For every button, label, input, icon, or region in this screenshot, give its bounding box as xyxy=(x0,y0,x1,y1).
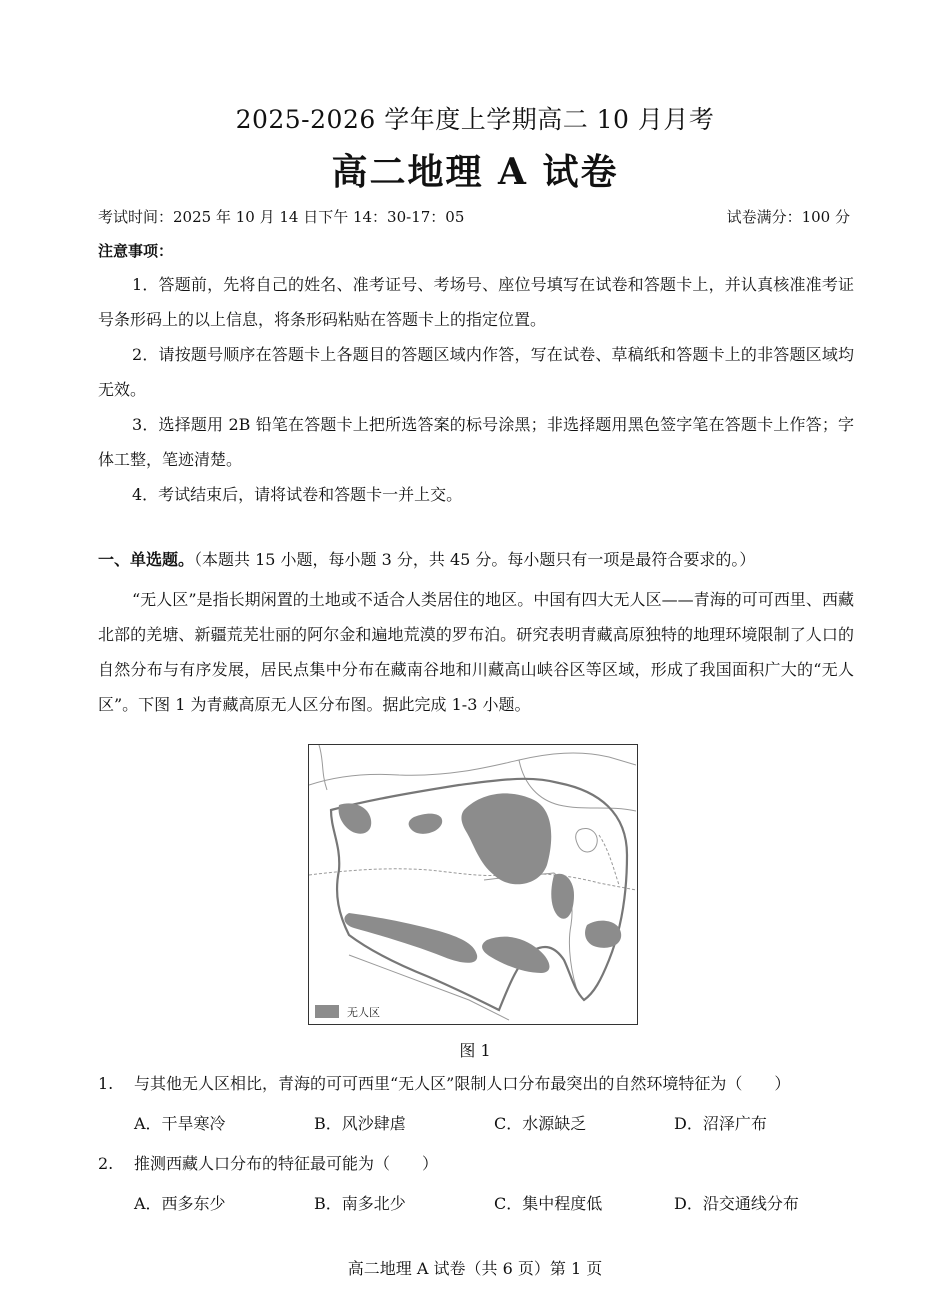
section-heading xyxy=(98,547,858,570)
passage: “无人区”是指长期闲置的土地或不适合人类居住的地区。中国有四大无人区——青海的可可西里、西藏北部的羌塘、新疆荒芜壮丽的阿尔金和遍地荒漠的罗布泊。研究表明青藏高原独特的地理环境限制了人口的自然分布与有序发展，居民点集中分布在藏南谷地和川藏高山峡谷区等区域，形成了我国面积广大的“无人区”。下图 1 为青藏高原无人区分布图。据此完成 1-3 小题。 xyxy=(98,590,854,714)
section-note: （本题共 15 小题，每小题 3 分，共 45 分。每小题只有一项是最符合要求的。） xyxy=(194,550,756,569)
legend-swatch xyxy=(315,1005,339,1018)
notice-item: 4．考试结束后，请将试卷和答题卡一并上交。 xyxy=(132,485,463,504)
map-border-line xyxy=(319,745,327,790)
question-number: 1. xyxy=(98,1074,114,1093)
page-footer: 高二地理 A 试卷（共 6 页）第 1 页 xyxy=(347,1259,603,1278)
no-man-zone xyxy=(339,803,372,833)
question xyxy=(98,1071,868,1094)
question-stem: 与其他无人区相比，青海的可可西里“无人区”限制人口分布最突出的自然环境特征为（ ） xyxy=(134,1074,791,1093)
no-man-zone xyxy=(461,793,551,884)
map-border-line xyxy=(309,869,636,890)
question-number: 2. xyxy=(98,1154,114,1173)
option-b[interactable]: B．南多北少 xyxy=(314,1194,406,1213)
figure-caption: 图 1 xyxy=(459,1041,491,1060)
no-man-zone xyxy=(409,814,443,834)
map-border-line xyxy=(599,835,619,885)
plateau-map-figure xyxy=(308,744,638,1025)
option-c[interactable]: C．集中程度低 xyxy=(494,1194,603,1213)
plateau-map xyxy=(309,745,636,1023)
option-b[interactable]: B．风沙肆虐 xyxy=(314,1114,406,1133)
map-border-line xyxy=(309,753,636,785)
option-row xyxy=(134,1191,854,1214)
notice-item: 3．选择题用 2B 铅笔在答题卡上把所选答案的标号涂黑；非选择题用黑色签字笔在答题卡上作答；字体工整，笔迹清楚。 xyxy=(98,415,854,469)
legend-label: 无人区 xyxy=(347,1007,380,1019)
option-c[interactable]: C．水源缺乏 xyxy=(494,1114,587,1133)
page-title: 高二地理 A 试卷 xyxy=(331,151,619,193)
option-a[interactable]: A．干旱寒冷 xyxy=(134,1114,226,1133)
exam-subtitle: 2025-2026 学年度上学期高二 10 月月考 xyxy=(235,105,715,134)
option-a[interactable]: A．西多东少 xyxy=(134,1194,226,1213)
no-man-zone xyxy=(482,937,549,973)
question-stem: 推测西藏人口分布的特征最可能为（ ） xyxy=(134,1154,439,1173)
lake-outline xyxy=(576,828,598,851)
option-d[interactable]: D．沼泽广布 xyxy=(674,1114,767,1133)
option-row xyxy=(134,1111,854,1134)
no-man-zone xyxy=(585,921,621,948)
no-man-zone xyxy=(551,874,574,919)
notice-item: 1．答题前，先将自己的姓名、准考证号、考场号、座位号填写在试卷和答题卡上，并认真核准准考证号条形码上的以上信息，将条形码粘贴在答题卡上的指定位置。 xyxy=(98,275,854,329)
question xyxy=(98,1151,868,1174)
exam-meta xyxy=(98,206,850,227)
exam-time: 考试时间：2025 年 10 月 14 日下午 14：30-17：05 xyxy=(98,208,465,226)
notice-item: 2．请按题号顺序在答题卡上各题目的答题区域内作答，写在试卷、草稿纸和答题卡上的非答题区域均无效。 xyxy=(98,345,854,399)
notice-heading: 注意事项： xyxy=(98,242,174,260)
full-score: 试卷满分：100 分 xyxy=(726,208,850,226)
section-title: 一、单选题。 xyxy=(98,550,195,569)
option-d[interactable]: D．沿交通线分布 xyxy=(674,1194,799,1213)
no-man-zone xyxy=(344,913,477,963)
